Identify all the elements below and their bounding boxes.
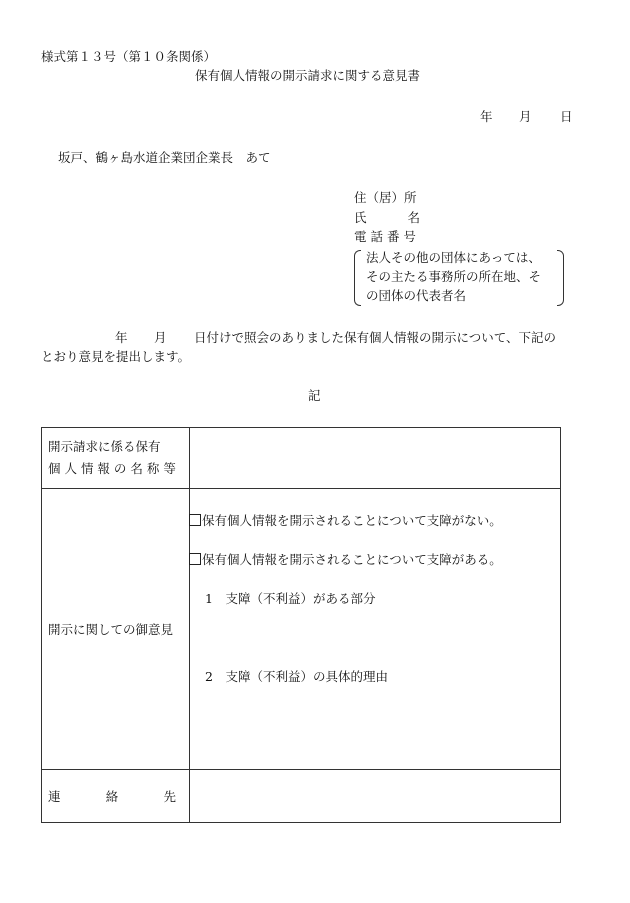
- contact-label: [48, 787, 176, 805]
- checkbox-no-problem[interactable]: [189, 514, 201, 526]
- option-no-problem-text: 保有個人情報を開示されることについて支障がない。: [202, 513, 502, 528]
- name-label-part-1: 氏: [354, 210, 367, 225]
- right-bracket: [557, 250, 564, 306]
- opinion-label-cell: [42, 489, 190, 770]
- info-name-value-cell[interactable]: [190, 428, 561, 489]
- option-problem[interactable]: [189, 553, 502, 567]
- corporate-note-line-3: の団体の代表者名: [366, 288, 467, 303]
- problem-item-2: 2 支障（不利益）の具体的理由: [205, 669, 388, 684]
- ki-heading: 記: [308, 388, 321, 403]
- addressee: 坂戸、鶴ヶ島水道企業団企業長 あて: [58, 150, 271, 165]
- contact-label-part-1: 連: [48, 789, 61, 804]
- info-name-label-cell: [42, 428, 190, 489]
- table-row-contact: [42, 770, 561, 823]
- option-problem-text: 保有個人情報を開示されることについて支障がある。: [202, 552, 502, 567]
- contact-value-cell[interactable]: [190, 770, 561, 823]
- form-number: 様式第１３号（第１０条関係）: [41, 49, 217, 64]
- phone-label: 電 話 番 号: [354, 229, 416, 244]
- corporate-note-line-2: その主たる事務所の所在地、そ: [366, 269, 542, 284]
- info-name-label-line-1: 開示請求に係る保有: [48, 439, 161, 454]
- body-line-2: とおり意見を提出します。: [41, 349, 191, 364]
- opinion-table: [41, 427, 561, 823]
- info-name-label-line-2: 個 人 情 報 の 名 称 等: [48, 461, 176, 476]
- document-title: 保有個人情報の開示請求に関する意見書: [195, 68, 421, 83]
- left-bracket: [354, 250, 361, 306]
- opinion-value-cell: [190, 489, 561, 770]
- corporate-note-bracket: [354, 250, 564, 304]
- table-row-info-name: [42, 428, 561, 489]
- body-line-1: 日付けで照会のありました保有個人情報の開示について、下記の: [194, 330, 557, 345]
- corporate-note-line-1: 法人その他の団体にあっては、: [366, 250, 541, 265]
- date-month-label: 月: [519, 109, 532, 124]
- option-no-problem[interactable]: [189, 514, 502, 528]
- checkbox-problem[interactable]: [189, 553, 201, 565]
- body-year: 年: [115, 330, 128, 345]
- contact-label-part-3: 先: [163, 789, 176, 804]
- contact-label-cell: [42, 770, 190, 823]
- opinion-content: [190, 489, 560, 769]
- table-row-opinion: [42, 489, 561, 770]
- contact-label-part-2: 絡: [105, 789, 119, 804]
- body-month: 月: [154, 330, 167, 345]
- date-day-label: 日: [560, 109, 573, 124]
- name-label-part-2: 名: [407, 210, 420, 225]
- name-label: [354, 212, 420, 225]
- date-year-label: 年: [480, 109, 493, 124]
- problem-item-1: 1 支障（不利益）がある部分: [205, 591, 376, 606]
- opinion-label: 開示に関しての御意見: [48, 622, 174, 637]
- address-label: 住（居）所: [354, 190, 417, 205]
